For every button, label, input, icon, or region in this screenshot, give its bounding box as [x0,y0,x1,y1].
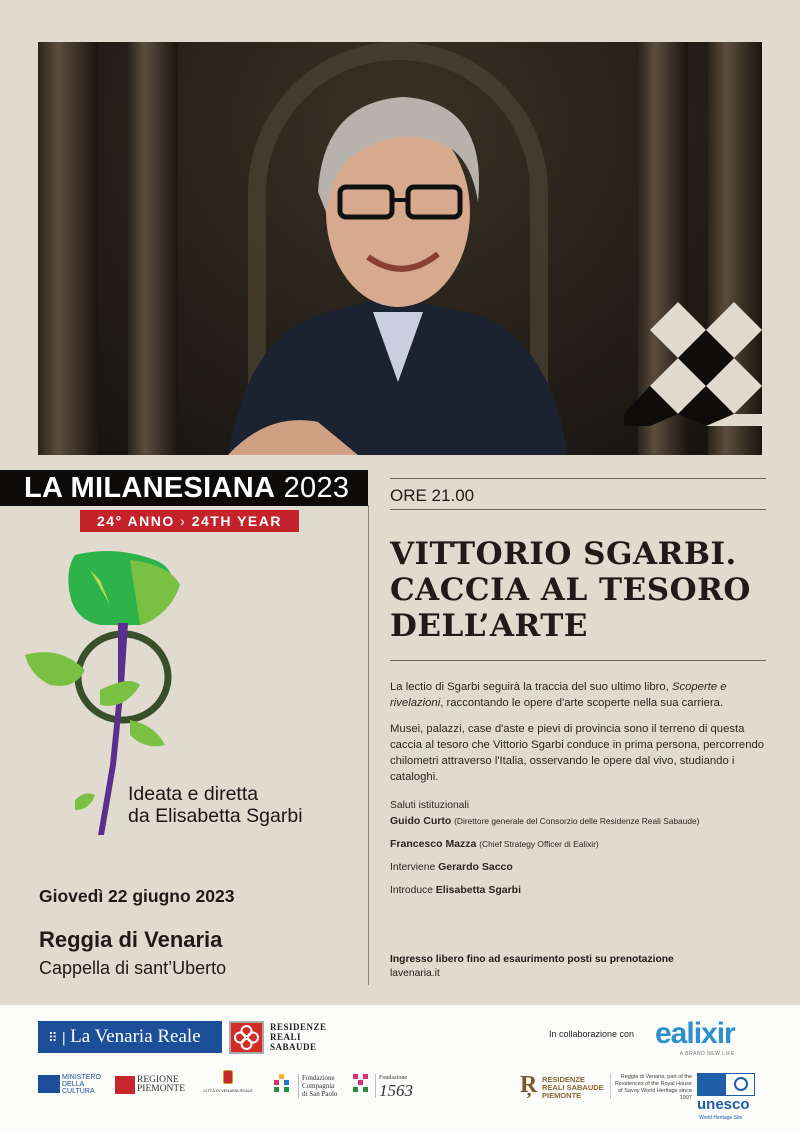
guest-list [390,799,790,906]
rule-title [390,660,766,661]
text: , raccontando le opere d'arte scoperte nella sua carriera. [440,697,724,709]
event-date: Giovedì 22 giugno 2023 [39,886,235,906]
guest-role: (Direttore generale del Consorzio delle Residenze Reali Sabaude) [454,816,700,826]
event-title [390,536,751,644]
website-link[interactable]: lavenaria.it [390,968,440,979]
ministero-icon [38,1075,60,1093]
description-paragraph: Musei, palazzi, case d'aste e pievi di provincia sono il terreno di questa caccia al tesoro che Vittorio Sgarbi conduce in prima persona, percorrendo chilometri attraverso l'Italia, osservando le opere dal vivo, studiando i cataloghi. [390,723,765,783]
logo-text: SABAUDE [270,1042,317,1052]
entry-info [390,953,674,981]
guest-prefix: Interviene [390,862,439,873]
unesco-emblem-icon [697,1073,755,1096]
rrs-crown-icon: Ŗ [520,1072,538,1098]
citta-venaria-logo [196,1070,260,1095]
logo-text: REALI [270,1032,302,1042]
logo-text: RESIDENZE [270,1022,327,1032]
guest-name: Guido Curto [390,815,452,827]
festival-title [24,472,349,505]
curator-line: da Elisabetta Sgarbi [128,805,303,827]
guest-role: (Chief Strategy Officer di Ealixir) [479,839,599,849]
guest-item [390,814,790,829]
logo-text: PIEMONTE [137,1084,186,1094]
partner-tagline: A BRAND NEW LIFE [679,1051,735,1057]
guest-name: Francesco Mazza [390,838,477,850]
guest-prefix: Introduce [390,885,436,896]
regione-icon [115,1076,135,1094]
event-time: ORE 21.00 [390,486,475,505]
guest-item [390,883,790,898]
logo-text: CULTURA [62,1088,95,1095]
venaria-reale-logo: ⠿ | La Venaria Reale [38,1021,222,1053]
curator-credit [128,783,303,827]
rule-time [390,509,766,510]
entry-note: Ingresso libero fino ad esaurimento posti su prenotazione [390,954,674,965]
festival-name: LA MILANESIANA [24,472,276,504]
logo-text: MINISTERO [62,1074,101,1081]
ealixir-logo [655,1017,735,1057]
column-decoration [128,42,178,455]
title-line: VITTORIO SGARBI. [390,536,737,572]
column-divider [368,505,369,985]
portrait-figure [208,82,588,455]
title-line: CACCIA AL TESORO [390,572,751,608]
guest-name: Gerardo Sacco [438,861,513,873]
greetings-label: Saluti istituzionali [390,800,469,811]
rule-top [390,478,766,479]
logo-text: REGIONE [137,1075,179,1085]
diamond-pattern [624,288,762,426]
residenze-reali-icon [229,1021,264,1054]
heritage-note: Reggia di Venaria, part of the Residences of the Royal House of Savoy World Heritage since 1997 [614,1074,692,1101]
logo-text: REALI SABAUDE [542,1083,604,1092]
curator-line: Ideata e diretta [128,783,259,805]
logo-text: ealixir [655,1017,735,1050]
logo-text: di San Paolo [302,1090,338,1098]
logo-text: Compagnia [302,1082,335,1090]
logo-text: Fondazione [302,1074,335,1082]
collab-label: In collaborazione con [549,1029,635,1039]
festival-year: 2023 [283,472,350,504]
compagnia-icon [274,1074,290,1094]
logo-text: RESIDENZE [542,1075,585,1084]
logo-text: DELLA [62,1081,85,1088]
venue-name: Reggia di Venaria [39,927,223,952]
guest-name: Elisabetta Sgarbi [435,884,521,896]
description-paragraph [390,679,770,711]
logo-text: 1563 [379,1081,413,1100]
hero-photo [38,42,762,455]
logo-text: CITTÀ DI VENARIA REALE [203,1088,253,1093]
edition-badge [80,510,299,532]
book-title: Scoperte e rivelazioni [390,681,727,709]
separator: › [180,513,187,529]
column-decoration [38,42,98,455]
edition-it: 24° ANNO [97,513,175,529]
residenze-reali-logo [270,1022,327,1052]
event-description [390,679,770,795]
logo-text: PIEMONTE [542,1091,582,1100]
logo-text: Fondazione [379,1075,407,1081]
venue-location: Cappella di sant’Uberto [39,958,227,978]
edition-en: 24TH YEAR [191,513,282,529]
guest-item [390,860,790,875]
crest-icon [223,1070,233,1084]
fondazione-icon [353,1074,369,1094]
unesco-logo: unesco [697,1096,750,1113]
title-line: DELL’ARTE [390,608,588,644]
unesco-subtitle: World Heritage Site [699,1115,743,1121]
guest-item [390,837,790,852]
text: La lectio di Sgarbi seguirà la traccia del suo ultimo libro, [390,681,672,693]
logo-text: La Venaria Reale [70,1026,201,1047]
